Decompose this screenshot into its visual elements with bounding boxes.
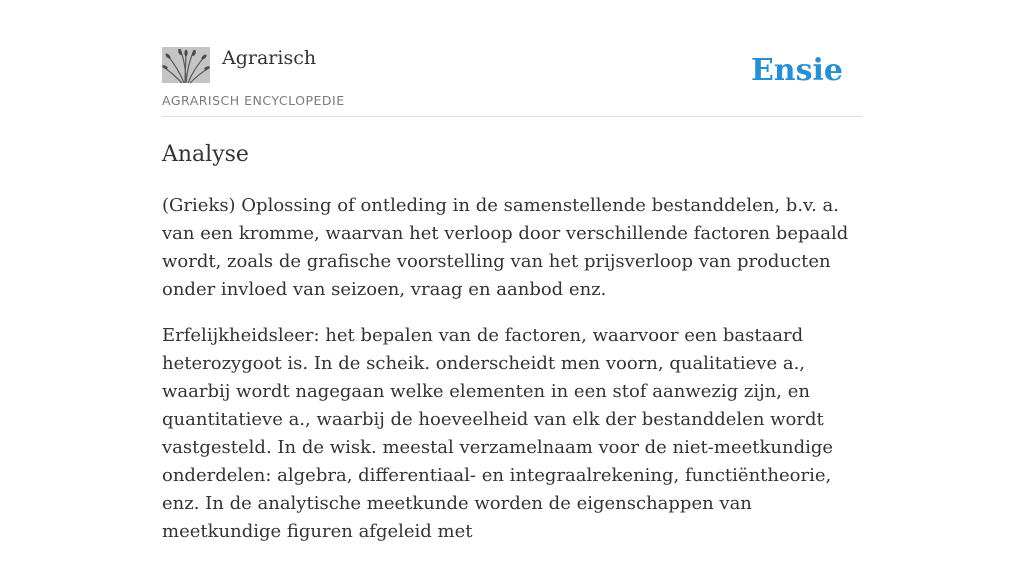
site-name[interactable]: Agrarisch: [222, 47, 317, 69]
article-paragraph: (Grieks) Oplossing of ontleding in de samenstellende bestanddelen, b.v. a. van een kromme, waarvan het verloop door verschillende factoren bepaald wordt, zoals de grafische voorstelling van het prijsverloop van producten onder invloed van seizoen, vraag en aanbod enz.: [162, 195, 849, 300]
article-title: Analyse: [162, 142, 249, 167]
article-body: [162, 192, 862, 564]
site-subtitle: AGRARISCH ENCYCLOPEDIE: [162, 93, 345, 108]
article-paragraph: Erfelijkheidsleer: het bepalen van de factoren, waarvoor een bastaard heterozygoot is. In de scheik. onderscheidt men voorn, qualitatieve a., waarbij wordt nagegaan welke elementen in een stof aanwezig zijn, en quantitatieve a., waarbij de hoeveelheid van elk der bestanddelen wordt vastgesteld. In de wisk. meestal verzamelnaam voor de niet-meetkundige onderdelen: algebra, differentiaal- en integraalrekening, functiëntheorie, enz. In de analytische meetkunde worden de eigenschappen van meetkundige figuren afgeleid met: [162, 325, 834, 542]
brand-logo-link[interactable]: Ensie: [750, 53, 843, 88]
wheat-field-icon[interactable]: [162, 47, 210, 83]
site-header: [162, 44, 862, 117]
